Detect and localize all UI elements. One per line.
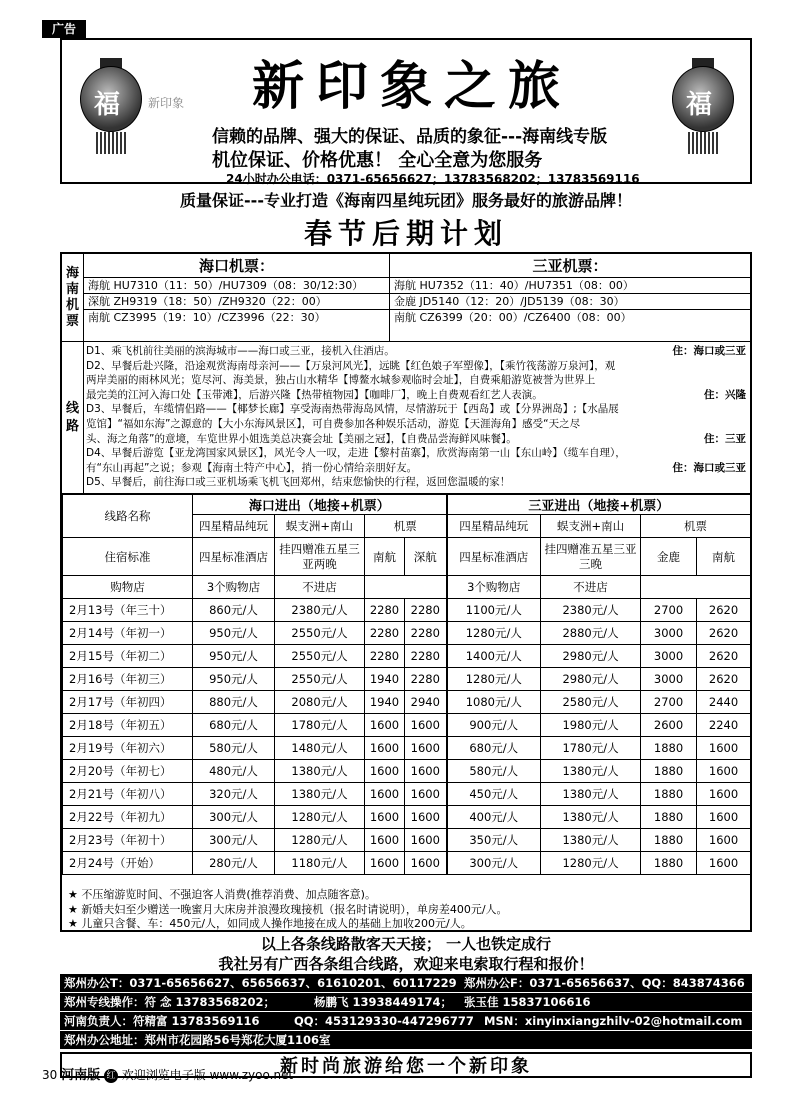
price-cell: 1600 [405,760,447,783]
itinerary-line [86,402,746,417]
date-cell: 2月23号（年初十） [63,829,193,852]
flight-line: 海航 HU7310（11：50）/HU7309（08：30/12:30） [84,278,389,294]
price-row [63,714,751,737]
price-cell: 2700 [641,691,697,714]
price-cell: 2280 [405,599,447,622]
price-cell: 1880 [641,737,697,760]
shop-cell: 不进店 [541,576,641,599]
price-cell: 300元/人 [447,852,541,875]
price-cell: 1280元/人 [447,668,541,691]
notes [62,888,750,932]
price-cell: 1600 [365,852,405,875]
footer [60,934,752,1078]
price-cell: 2240 [697,714,751,737]
price-cell: 950元/人 [193,668,275,691]
price-cell: 580元/人 [447,760,541,783]
haikou-flights-title: 海口机票： [84,254,389,278]
airline-cell: 深航 [405,538,447,576]
hotline: 24小时办公电话：0371-65656627；13783568202；13783569116 [226,172,640,186]
ad-tag: 广告 [42,20,86,38]
lantern-char: 福 [686,90,713,120]
price-cell: 2620 [697,622,751,645]
shop-cell [365,576,447,599]
price-cell: 1280元/人 [541,852,641,875]
office-phone: 郑州办公T：0371-65656627、65656637、61610201、60117229 [64,976,457,990]
sanya-flights [390,254,750,342]
itinerary-line [86,417,746,432]
price-cell: 1880 [641,829,697,852]
price-row [63,737,751,760]
price-cell: 1600 [697,760,751,783]
price-cell: 1280元/人 [275,829,365,852]
price-cell: 1600 [697,852,751,875]
shop-row [63,576,751,599]
date-cell: 2月18号（年初五） [63,714,193,737]
route-name-cell: 蜈支洲+南山 [541,515,641,538]
price-cell: 2620 [697,645,751,668]
operator-contact: 张玉佳 15837106616 [464,995,591,1009]
route-name-cell: 蜈支洲+南山 [275,515,365,538]
price-cell: 1880 [641,806,697,829]
price-cell: 1980元/人 [541,714,641,737]
closing-slogan: 新时尚旅游给您一个新印象 [60,1052,752,1078]
price-cell: 1600 [405,852,447,875]
itinerary-line-text: D4、早餐后游览【亚龙湾国家风景区】，风光令人一叹，走进【黎村苗寨】，欣赏海南第一山【东山岭】（缆车自理）， [86,447,626,460]
stay-location: 住：三亚 [704,432,746,445]
itinerary-line [86,446,746,461]
itinerary-line-text: D3、早餐后，车缆情侣路——【椰梦长廊】享受海南热带海岛风情，尽情游玩于【西岛】或【分界洲岛】;【水晶展 [86,403,619,416]
price-cell: 2440 [697,691,751,714]
brand-title: 新印象之旅 [251,56,572,117]
price-cell: 1600 [405,783,447,806]
price-cell: 1600 [405,829,447,852]
lantern-icon [668,58,738,154]
price-cell: 350元/人 [447,829,541,852]
date-cell: 2月13号（年三十） [63,599,193,622]
price-cell: 1380元/人 [275,760,365,783]
price-cell: 1380元/人 [541,760,641,783]
flight-line: 海航 HU7352（11：40）/HU7351（08：00） [390,278,750,294]
price-cell: 2380元/人 [275,599,365,622]
price-cell: 1600 [365,714,405,737]
office-fax: 郑州办公F：0371-65656637、QQ：843874366 [464,976,745,990]
price-cell: 300元/人 [193,829,275,852]
itinerary-line [86,475,746,490]
header-banner [60,38,752,184]
price-cell: 680元/人 [193,714,275,737]
price-cell: 1880 [641,783,697,806]
price-cell: 1080元/人 [447,691,541,714]
price-row [63,806,751,829]
price-cell: 880元/人 [193,691,275,714]
price-cell: 1600 [697,806,751,829]
price-cell: 2280 [405,668,447,691]
price-cell: 1480元/人 [275,737,365,760]
price-row [63,760,751,783]
price-cell: 1600 [697,783,751,806]
contact-bar-manager [60,1012,752,1031]
price-cell: 1400元/人 [447,645,541,668]
date-cell: 2月15号（年初二） [63,645,193,668]
itinerary-line [86,344,746,359]
table-group-header [63,495,751,515]
airline-cell: 南航 [365,538,405,576]
itinerary-line-text: 头、海之角落”的意境，车览世界小姐选美总决赛会址【美丽之冠】，【自费品尝海鲜风味餐】。 [86,432,517,445]
plan-title: 春节后期计划 [303,217,508,250]
price-cell: 1380元/人 [541,806,641,829]
price-cell: 2080元/人 [275,691,365,714]
price-cell: 2280 [365,645,405,668]
price-cell: 2380元/人 [541,599,641,622]
price-cell: 2580元/人 [541,691,641,714]
red-logo-icon: 红 [104,1069,118,1083]
price-cell: 3000 [641,668,697,691]
date-cell: 2月19号（年初六） [63,737,193,760]
price-cell: 2280 [405,645,447,668]
price-cell: 2280 [405,622,447,645]
price-cell: 2550元/人 [275,622,365,645]
shop-cell [641,576,751,599]
price-cell: 2980元/人 [541,668,641,691]
operator-contact: 杨鹏飞 13938449174； [314,995,453,1009]
price-cell: 1780元/人 [275,714,365,737]
price-cell: 580元/人 [193,737,275,760]
price-row [63,645,751,668]
itinerary-line-text: 两岸美丽的雨林风光；览尽河、海美景，独占山水精华【博鳌水城参观临时会址】，自费乘船游览被誉为世界上 [86,374,596,387]
flight-line: 金鹿 JD5140（12：20）/JD5139（08：30） [390,294,750,310]
page-footer [42,1064,293,1083]
price-row [63,668,751,691]
price-cell: 860元/人 [193,599,275,622]
stay-location: 住：海口或三亚 [672,345,746,357]
note-item: ★ 儿童只含餐、车：450元/人，如同成人操作地接在成人的基础上加收200元/人。 [68,917,472,931]
date-cell: 2月24号（开始） [63,852,193,875]
price-cell: 1600 [697,829,751,852]
route-side-label: 线路 [62,342,84,494]
flights-side-label: 海南机票 [62,254,84,342]
tagline-2: 机位保证、价格优惠！ 全心全意为您服务 [212,150,543,171]
stay-location: 住：兴隆 [704,388,746,401]
price-cell: 2620 [697,599,751,622]
itinerary-line-text: 最完美的江河入海口处【玉带滩】，后游兴隆【热带植物园】【咖啡厂】，晚上自费观看红艺人表演。 [86,388,543,401]
price-cell: 950元/人 [193,645,275,668]
price-cell: 1940 [365,691,405,714]
shop-cell: 3个购物店 [193,576,275,599]
website-text: 欢迎浏览电子版 www.zyoo.net [121,1068,294,1082]
price-cell: 1880 [641,760,697,783]
itinerary-line-text: D1、乘飞机前往美丽的滨海城市——海口或三亚，接机入住酒店。 [86,345,395,357]
price-cell: 2980元/人 [541,645,641,668]
price-cell: 2550元/人 [275,668,365,691]
route-name-cell: 机票 [641,515,751,538]
route-name-cell: 机票 [365,515,447,538]
route-name-cell: 四星精品纯玩 [193,515,275,538]
price-cell: 280元/人 [193,852,275,875]
hotel-cell: 挂四赠准五星三亚三晚 [541,538,641,576]
price-row [63,622,751,645]
price-row [63,829,751,852]
price-cell: 1100元/人 [447,599,541,622]
office-address: 郑州办公地址：郑州市花园路56号郑花大厦1106室 [64,1033,331,1047]
flight-line: 南航 CZ6399（20：00）/CZ6400（08：00） [394,311,632,324]
itinerary-line-text: D2、早餐后赴兴隆，沿途观赏海南母亲河——【万泉河风光】，远眺【红色娘子军塑像】，【乘竹筏荡游万泉河】，观 [86,359,616,372]
price-cell: 2280 [365,599,405,622]
contact-bar-office [60,974,752,993]
price-cell: 2600 [641,714,697,737]
price-cell: 2880元/人 [541,622,641,645]
itinerary-line [86,359,746,374]
price-cell: 1600 [405,806,447,829]
itinerary-line [86,388,746,403]
date-cell: 2月22号（年初九） [63,806,193,829]
itinerary-line [86,432,746,447]
price-cell: 3000 [641,645,697,668]
lantern-char: 福 [94,90,121,120]
price-cell: 1280元/人 [447,622,541,645]
qq-contact: QQ：453129330-447296777 [294,1014,474,1028]
manager-contact: 河南负责人：符精富 13783569116 [64,1014,260,1028]
hotel-row [63,538,751,576]
quality-slogan: 质量保证---专业打造《海南四星纯玩团》服务最好的旅游品牌！ [180,191,632,210]
itinerary-line [86,461,746,476]
itinerary-line-text: D5、早餐后，前往海口或三亚机场乘飞机飞回郑州，结束您愉快的行程，返回您温暖的家！ [86,476,511,489]
itinerary-line-text: 览馆】“福如东海”之源意的【大小东海风景区】，可自费参加各种娱乐活动，游览【天涯海角】感受“天之尽 [86,417,581,430]
price-cell: 2940 [405,691,447,714]
price-row [63,783,751,806]
price-cell: 1380元/人 [541,829,641,852]
page-number: 30 [42,1068,58,1082]
price-cell: 1600 [365,806,405,829]
price-cell: 3000 [641,622,697,645]
flights-section [62,254,750,342]
daily-departure-line: 以上各条线路散客天天接； 一人也铁定成行 [260,935,552,953]
price-row [63,599,751,622]
hotel-cell: 挂四赠准五星三亚两晚 [275,538,365,576]
price-cell: 1600 [365,829,405,852]
price-cell: 2280 [365,622,405,645]
operator-contact: 郑州专线操作：符 念 13783568202； [64,995,276,1009]
price-cell: 1280元/人 [275,806,365,829]
price-cell: 300元/人 [193,806,275,829]
edition-label: 河南版 [61,1068,101,1083]
price-cell: 2550元/人 [275,645,365,668]
itinerary-line [86,373,746,388]
haikou-flights [84,254,390,342]
note-item: ★ 不压缩游览时间、不强迫客人消费(推荐消费、加点随客意)。 [68,888,376,901]
price-row [63,691,751,714]
itinerary-line-text: 有“东山再起”之说；参观【海南土特产中心】，捎一份心情给亲朋好友。 [86,461,418,474]
flight-line: 深航 ZH9319（18：50）/ZH9320（22：00） [84,294,389,310]
airline-cell: 南航 [697,538,751,576]
other-routes-line: 我社另有广西各条组合线路，欢迎来电索取行程和报价！ [218,955,594,973]
price-cell: 680元/人 [447,737,541,760]
price-cell: 1880 [641,852,697,875]
price-cell: 320元/人 [193,783,275,806]
price-cell: 950元/人 [193,622,275,645]
flight-line: 南航 CZ3995（19：10）/CZ3996（22：30） [88,311,326,324]
price-cell: 1600 [365,760,405,783]
footprint-logo: 新印象 [148,96,185,110]
itinerary-section [62,342,750,494]
price-cell: 1600 [365,737,405,760]
note-item: ★ 新婚夫妇至少赠送一晚蜜月大床房并浪漫玫瑰接机（报名时请说明），单房差400元/人。 [68,902,508,916]
price-row [63,852,751,875]
itinerary-text [86,344,746,490]
contact-bar-operators [60,993,752,1012]
price-cell: 400元/人 [447,806,541,829]
price-cell: 1940 [365,668,405,691]
price-cell: 2620 [697,668,751,691]
price-cell: 900元/人 [447,714,541,737]
group-sanya: 三亚进出（地接+机票） [447,495,751,515]
date-cell: 2月21号（年初八） [63,783,193,806]
stay-location: 住：海口或三亚 [672,461,746,474]
airline-cell: 金鹿 [641,538,697,576]
price-cell: 1600 [405,714,447,737]
hotel-cell: 四星标准酒店 [447,538,541,576]
price-cell: 1600 [697,737,751,760]
main-content [60,252,752,932]
row-label-hotel: 住宿标准 [63,538,193,576]
price-cell: 480元/人 [193,760,275,783]
price-cell: 1380元/人 [541,783,641,806]
date-cell: 2月20号（年初七） [63,760,193,783]
price-cell: 1180元/人 [275,852,365,875]
sanya-flights-title: 三亚机票： [390,254,750,278]
contact-bar-address [60,1031,752,1050]
shop-cell: 不进店 [275,576,365,599]
price-cell: 2700 [641,599,697,622]
price-cell: 1600 [405,737,447,760]
row-label-route: 线路名称 [63,495,193,538]
date-cell: 2月14号（年初一） [63,622,193,645]
tagline-1: 信赖的品牌、强大的保证、品质的象征---海南线专版 [212,127,608,147]
msn-contact: MSN：xinyinxiangzhilv-02@hotmail.com [484,1014,743,1028]
lantern-icon [76,58,146,154]
row-label-shop: 购物店 [63,576,193,599]
price-cell: 1600 [365,783,405,806]
group-haikou: 海口进出（地接+机票） [193,495,447,515]
price-cell: 1780元/人 [541,737,641,760]
price-cell: 450元/人 [447,783,541,806]
shop-cell: 3个购物店 [447,576,541,599]
price-table [62,494,751,875]
price-cell: 1380元/人 [275,783,365,806]
date-cell: 2月16号（年初三） [63,668,193,691]
route-name-cell: 四星精品纯玩 [447,515,541,538]
hotel-cell: 四星标准酒店 [193,538,275,576]
date-cell: 2月17号（年初四） [63,691,193,714]
